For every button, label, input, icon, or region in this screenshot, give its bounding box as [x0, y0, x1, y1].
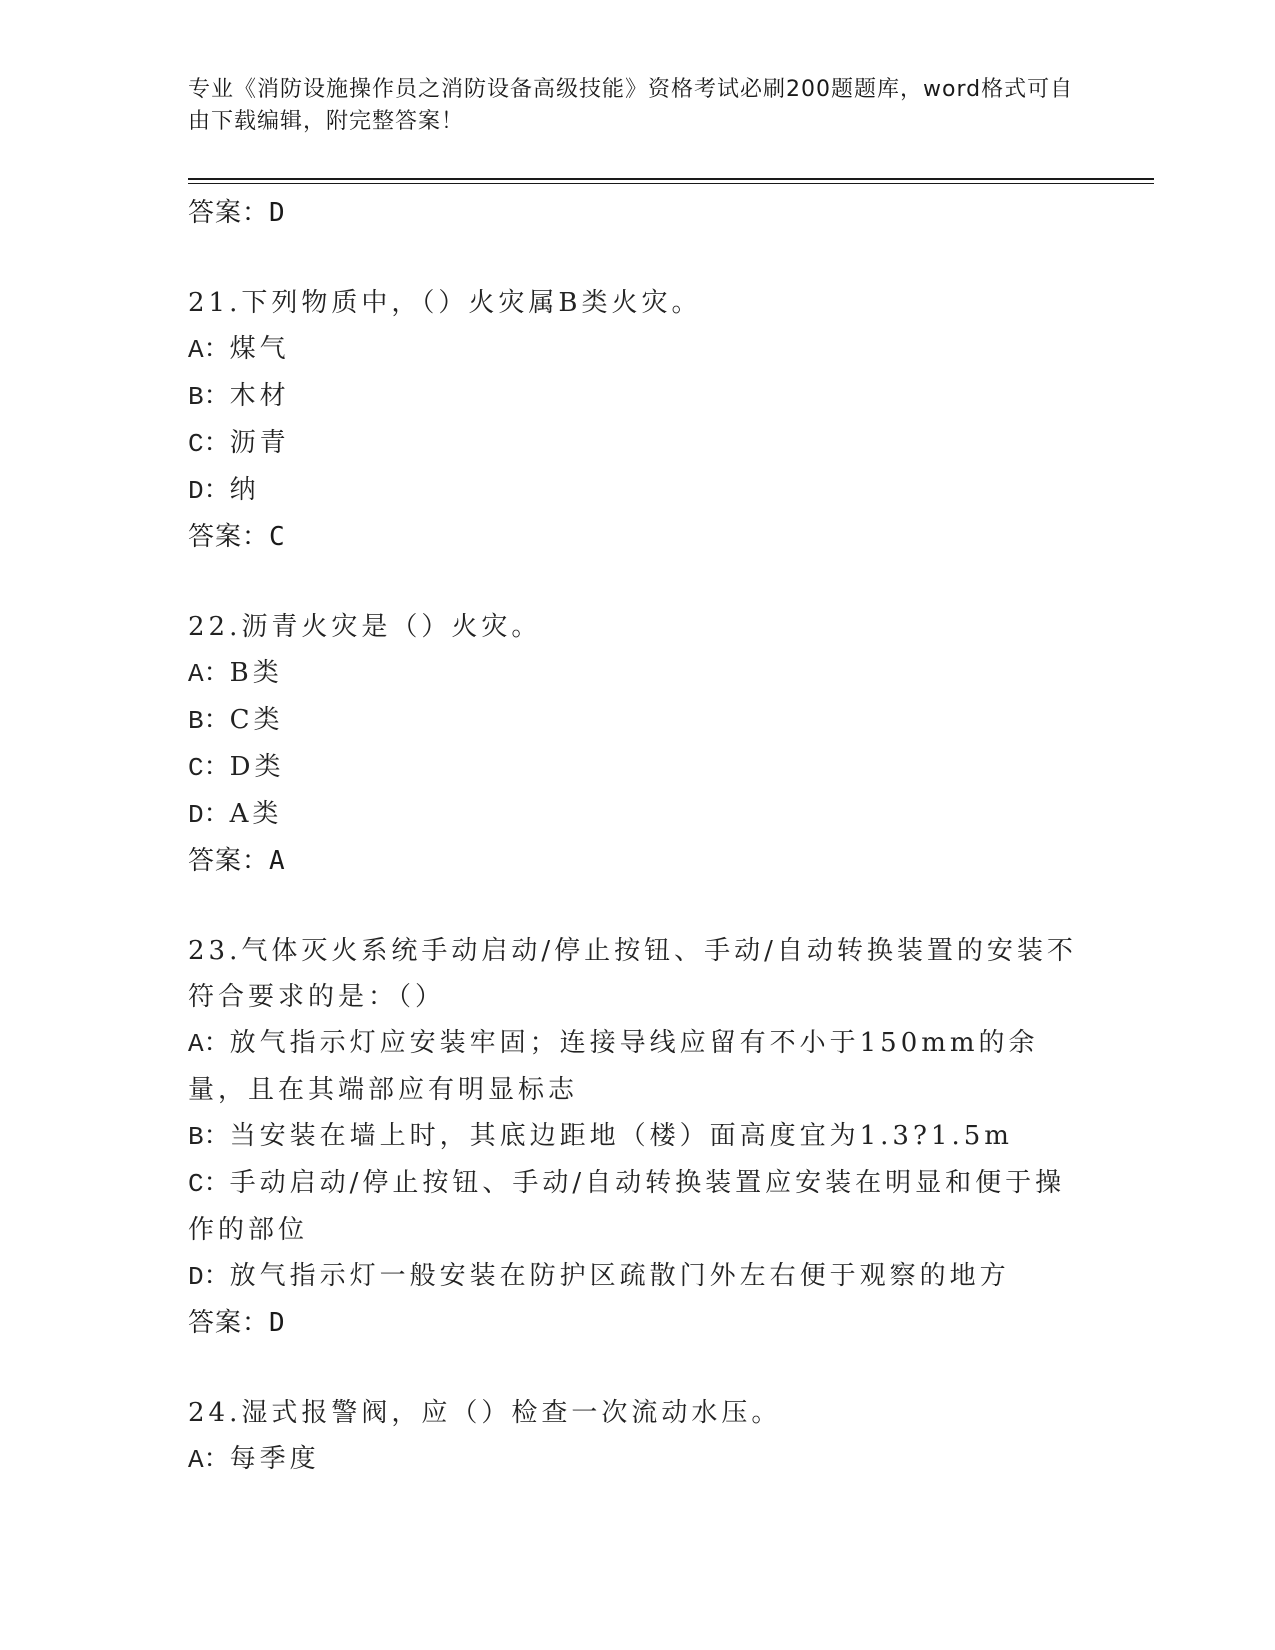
- option-text: 沥青: [229, 428, 290, 458]
- answer-line: [188, 514, 1088, 560]
- answer-line: [188, 838, 1088, 884]
- option-a: [188, 1436, 1088, 1483]
- option-key: D：: [188, 1262, 230, 1292]
- option-text: 当安装在墙上时，其底边距地（楼）面高度宜为1.3?1.5m: [229, 1121, 1013, 1151]
- question-list: [188, 190, 1088, 1483]
- answer-value: C: [269, 522, 286, 552]
- answer-label: 答案：: [188, 198, 270, 228]
- option-key: B：: [188, 382, 230, 412]
- question-text: 22.沥青火灾是（）火灾。: [188, 612, 542, 642]
- option-key: B：: [188, 1122, 230, 1152]
- spacer: [188, 1346, 1088, 1390]
- option-d: [188, 791, 1088, 838]
- option-text: A类: [229, 799, 283, 829]
- option-c: [188, 420, 1088, 467]
- option-key: A：: [188, 335, 230, 365]
- header-rule-thin: [188, 183, 1154, 184]
- question-text: 24.湿式报警阀，应（）检查一次流动水压。: [188, 1398, 782, 1428]
- question-23: [188, 928, 1088, 1346]
- option-b: [188, 1113, 1088, 1160]
- question-text: 21.下列物质中，（）火灾属B类火灾。: [188, 288, 702, 318]
- answer-label: 答案：: [188, 522, 270, 552]
- option-d: [188, 1253, 1088, 1300]
- spacer: [188, 236, 1088, 280]
- option-c: [188, 744, 1088, 791]
- header-rule-thick: [188, 178, 1154, 180]
- option-a: [188, 650, 1088, 697]
- answer-value: A: [269, 846, 286, 876]
- option-key: A：: [188, 1445, 230, 1475]
- option-text: B类: [229, 658, 283, 688]
- option-text: 纳: [229, 475, 260, 505]
- option-key: D：: [188, 476, 230, 506]
- option-key: C：: [188, 429, 230, 459]
- option-key: D：: [188, 800, 230, 830]
- option-key: C：: [188, 1169, 230, 1199]
- answer-line: [188, 1300, 1088, 1346]
- question-24: [188, 1390, 1088, 1483]
- answer-line-prev: [188, 190, 1088, 236]
- option-text: C类: [229, 705, 284, 735]
- option-key: C：: [188, 753, 230, 783]
- option-text: 放气指示灯应安装牢固；连接导线应留有不小于150mm的余量，且在其端部应有明显标志: [188, 1028, 1039, 1105]
- option-a: [188, 1020, 1088, 1113]
- question-21: [188, 280, 1088, 560]
- spacer: [188, 884, 1088, 928]
- option-key: A：: [188, 1029, 230, 1059]
- option-text: 木材: [229, 381, 290, 411]
- option-b: [188, 697, 1088, 744]
- question-22: [188, 604, 1088, 884]
- spacer: [188, 560, 1088, 604]
- option-key: A：: [188, 659, 230, 689]
- option-d: [188, 467, 1088, 514]
- option-text: 放气指示灯一般安装在防护区疏散门外左右便于观察的地方: [229, 1261, 1010, 1291]
- document-header: 专业《消防设施操作员之消防设备高级技能》资格考试必刷200题题库，word格式可自由下载编辑，附完整答案！: [188, 77, 1074, 134]
- option-a: [188, 326, 1088, 373]
- answer-value: D: [269, 198, 286, 228]
- answer-value: D: [269, 1308, 286, 1338]
- option-text: D类: [229, 752, 285, 782]
- answer-label: 答案：: [188, 846, 270, 876]
- question-text: 23.气体灭火系统手动启动/停止按钮、手动/自动转换装置的安装不符合要求的是：（）: [188, 936, 1077, 1012]
- option-text: 手动启动/停止按钮、手动/自动转换装置应安装在明显和便于操作的部位: [188, 1168, 1066, 1245]
- option-b: [188, 373, 1088, 420]
- option-c: [188, 1160, 1088, 1253]
- answer-label: 答案：: [188, 1308, 270, 1338]
- option-key: B：: [188, 706, 230, 736]
- option-text: 每季度: [229, 1444, 320, 1474]
- option-text: 煤气: [229, 334, 290, 364]
